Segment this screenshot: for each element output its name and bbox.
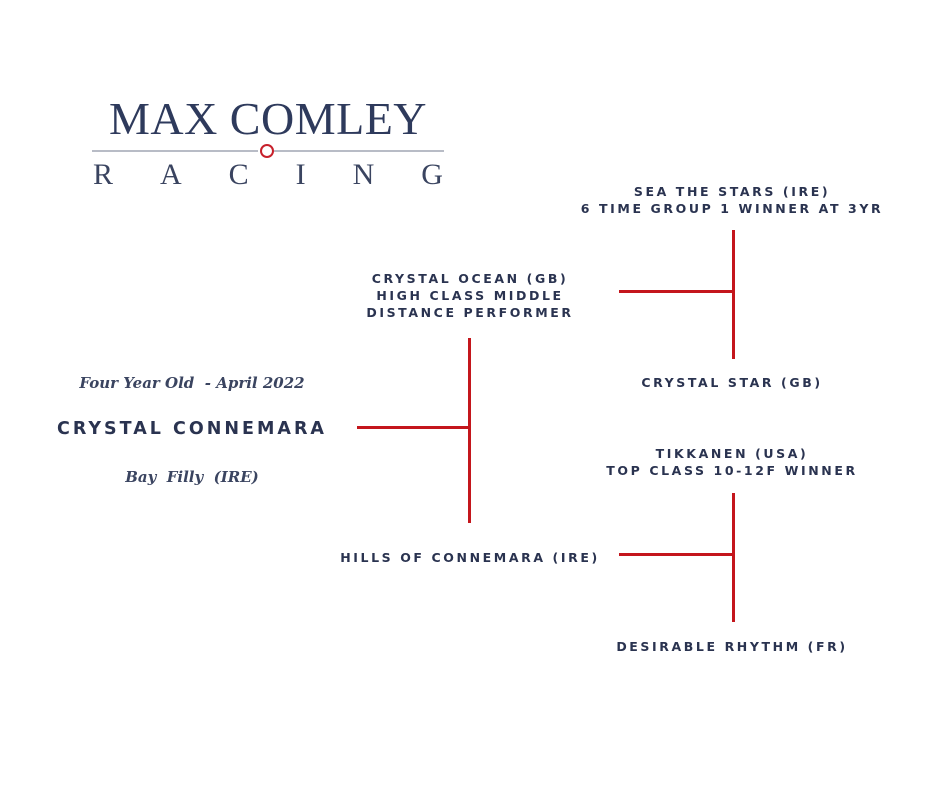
logo-rule-left (92, 150, 258, 152)
age-line: Four Year Old - April 2022 (79, 374, 305, 392)
connector-dam (619, 553, 735, 556)
sire-note-line1: HIGH CLASS MIDDLE (376, 288, 564, 303)
logo-rule-right (274, 150, 444, 152)
sire-sire-note: 6 TIME GROUP 1 WINNER AT 3YR (580, 201, 884, 216)
connector-sire (619, 290, 735, 293)
dam-sire-name: TIKKANEN (USA) (655, 446, 809, 461)
logo-sub-letter: N (352, 158, 375, 191)
horse-name: CRYSTAL CONNEMARA (57, 419, 327, 439)
logo-sub-letter: A (160, 158, 182, 191)
logo-sub-letter: G (421, 158, 443, 191)
sire-dam-name: CRYSTAL STAR (GB) (641, 375, 823, 390)
sire-sire-name: SEA THE STARS (IRE) (633, 184, 831, 199)
max-comley-racing-logo (90, 92, 446, 192)
dam-name: HILLS OF CONNEMARA (IRE) (340, 550, 600, 565)
logo-sub-letter: I (295, 158, 306, 191)
logo-sub-letter: C (228, 158, 249, 191)
sire-name: CRYSTAL OCEAN (GB) (371, 271, 569, 286)
logo-sub-letter: R (93, 158, 114, 191)
connector-sire-vertical (732, 230, 735, 359)
dam-dam-name: DESIRABLE RHYTHM (FR) (616, 639, 848, 654)
logo-ring-icon (260, 144, 274, 158)
connector-subject (357, 426, 470, 429)
logo-main-text: MAX COMLEY (108, 93, 428, 144)
horse-description: Bay Filly (IRE) (125, 468, 259, 486)
dam-sire-note: TOP CLASS 10-12F WINNER (606, 463, 858, 478)
connector-dam-vertical (732, 493, 735, 622)
connector-gen1-vertical (468, 338, 471, 523)
logo-sub-text (90, 158, 446, 192)
sire-note-line2: DISTANCE PERFORMER (366, 305, 574, 320)
